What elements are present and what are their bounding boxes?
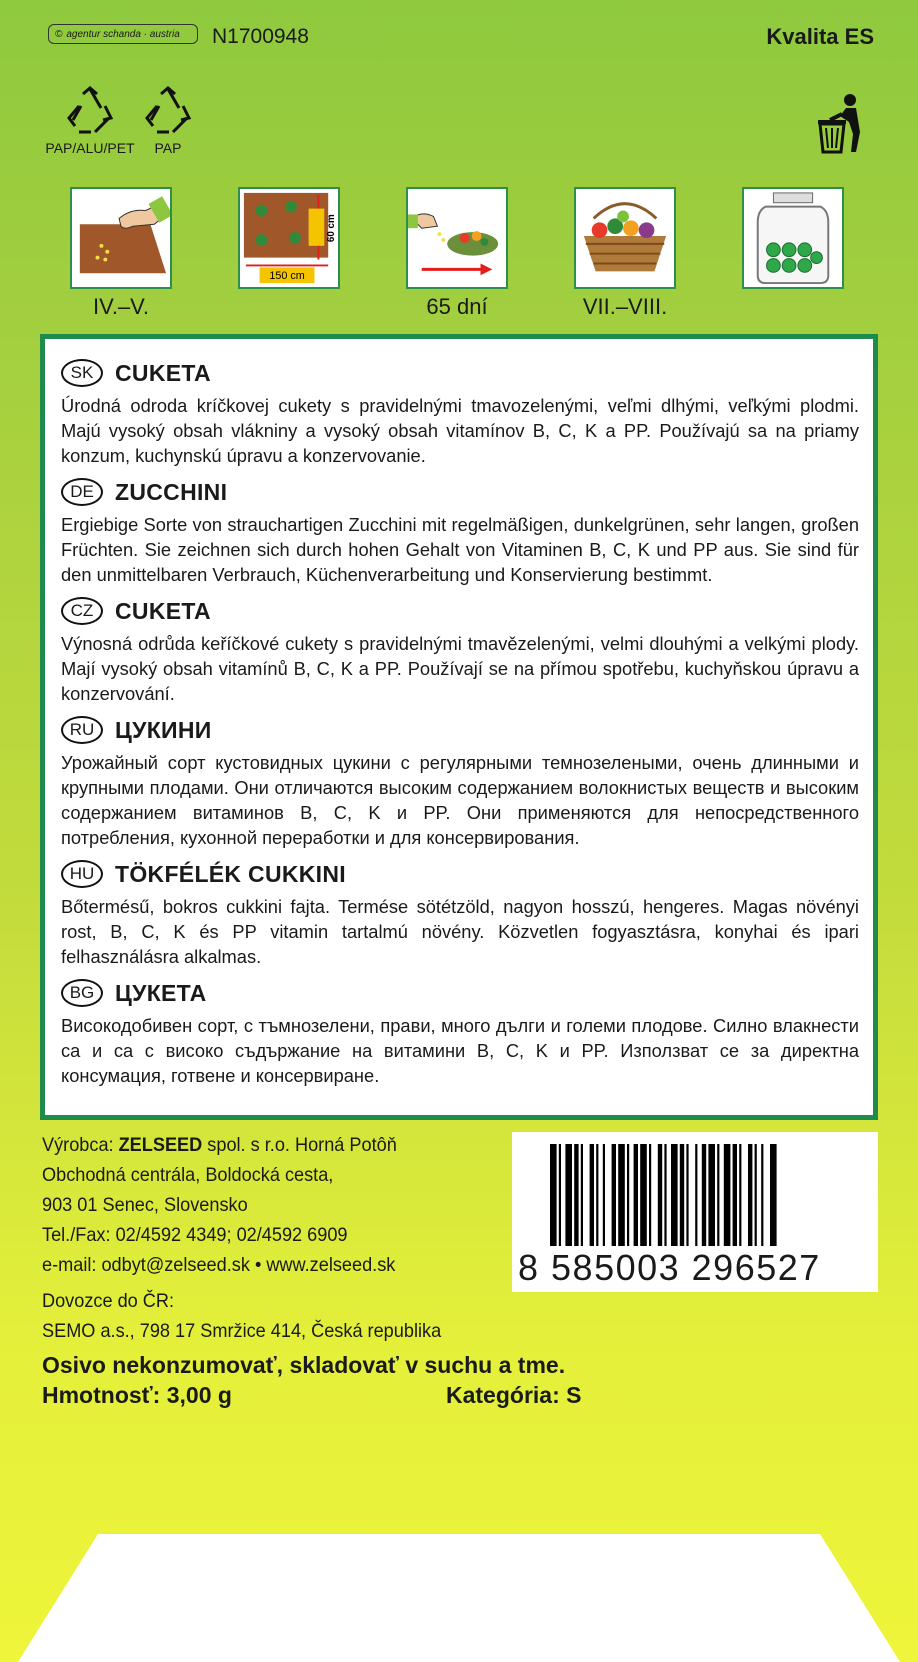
description-box xyxy=(40,334,878,1120)
lang-title-sk: CUKETA xyxy=(115,359,211,386)
product-code: N1700948 xyxy=(212,25,309,48)
barcode-bar xyxy=(748,1144,752,1246)
weight-label: Hmotnosť: 3,00 g xyxy=(42,1382,232,1408)
lang-block-bg xyxy=(61,979,859,1088)
barcode-bar xyxy=(627,1144,629,1246)
barcode-bar xyxy=(612,1144,616,1246)
quality-label: Kvalita ES xyxy=(766,24,874,49)
barcode-bar xyxy=(649,1144,651,1246)
barcode-bar xyxy=(590,1144,594,1246)
vegetable-basket-icon xyxy=(576,189,674,287)
barcode-bar xyxy=(671,1144,678,1246)
barcode-bar xyxy=(761,1144,763,1246)
barcode-number: 8 585003 296527 xyxy=(518,1247,821,1288)
barcode-bar xyxy=(717,1144,719,1246)
lang-title-cz: CUKETA xyxy=(115,597,211,624)
producer-contact-phone: Tel./Fax: 02/4592 4349; 02/4592 6909 xyxy=(42,1224,348,1246)
lang-badge-ru: RU xyxy=(61,716,103,744)
storage-note: Osivo nekonzumovať, skladovať v suchu a tme. xyxy=(42,1352,566,1378)
recycle-symbol-2 xyxy=(136,86,200,156)
barcode-bar xyxy=(559,1144,561,1246)
barcode-bar xyxy=(733,1144,737,1246)
agency-logo xyxy=(48,24,198,44)
lang-badge-de: DE xyxy=(61,478,103,506)
sowing-hand-icon xyxy=(72,189,170,287)
producer-company: spol. s r.o. Horná Potôň xyxy=(202,1134,397,1156)
barcode-bar xyxy=(658,1144,662,1246)
recycle-label-1: PAP/ALU/PET xyxy=(45,140,135,156)
barcode-bar xyxy=(702,1144,706,1246)
lang-badge-bg: BG xyxy=(61,979,103,1007)
pictogram-sowing xyxy=(70,187,172,289)
recycle-symbol-1 xyxy=(44,86,136,156)
barcode-bar xyxy=(770,1144,777,1246)
lang-title-hu: TÖKFÉLÉK CUKKINI xyxy=(115,860,346,887)
lang-badge-hu: HU xyxy=(61,860,103,888)
lang-title-de: ZUCCHINI xyxy=(115,478,228,505)
pictogram-harvest xyxy=(574,187,676,289)
lang-text-sk: Úrodná odroda kríčkovej cukety s pravidelnými tmavozelenými, veľmi dlhými, veľkými plodmi. Majú vysoký obsah vlákniny a vysoký obsah vitamínov B, C, K a PP. Používajú sa na priamy konzum, kuchynskú úpravu a konzervovanie. xyxy=(61,395,859,466)
lang-block-de xyxy=(61,478,859,587)
lang-badge-sk: SK xyxy=(61,359,103,387)
barcode-bar xyxy=(603,1144,605,1246)
producer-info xyxy=(42,1130,441,1346)
pictogram-spacing xyxy=(238,187,340,289)
lang-text-de: Ergiebige Sorte von strauchartigen Zucchini mit regelmäßigen, dunkelgrünen, sehr langen, großen Früchten. Sie zeichnen sich durch hohen Gehalt von Vitaminen B, C, K und PP aus. Sie sind für den unmittelbaren Verbrauch, Küchenverarbeitung und Konservierung bestimmt. xyxy=(61,514,859,585)
barcode-bar xyxy=(640,1144,647,1246)
barcode-bar xyxy=(574,1144,578,1246)
pictogram-harvest-time xyxy=(406,187,508,289)
recycle-icon xyxy=(61,86,119,138)
importer-address: SEMO a.s., 798 17 Smržice 414, Česká republika xyxy=(42,1320,442,1342)
lang-text-hu: Bőtermésű, bokros cukkini fajta. Termése sötétzöld, nagyon hosszú, hengeres. Magas növényi rost, B, C, K és PP vitamin tartalmú növény. Közvetlen fogyasztásra, konyhai és ipari felhasználásra alkalmas. xyxy=(61,896,859,967)
harvest-period-label: VII.–VIII. xyxy=(582,294,668,319)
spacing-horizontal-label: 150 cm xyxy=(269,270,305,283)
producer-line-1 xyxy=(42,1130,441,1160)
sowing-period-label: IV.–V. xyxy=(93,294,149,319)
barcode-bar xyxy=(565,1144,572,1246)
barcode-bar xyxy=(664,1144,666,1246)
lang-title-ru: ЦУКИНИ xyxy=(115,716,212,743)
barcode xyxy=(512,1132,878,1292)
barcode-bar xyxy=(755,1144,757,1246)
envelope-flap xyxy=(0,1534,918,1662)
lang-block-sk xyxy=(61,359,859,468)
preserving-jar-icon xyxy=(744,189,842,287)
producer-prefix: Výrobca: xyxy=(42,1134,119,1156)
barcode-bar xyxy=(739,1144,741,1246)
lang-text-bg: Високодобивен сорт, с тъмнозелени, прави, много дълги и големи плодове. Силно влакнести са и са с високо съдържание на витамини B, C, K и PP. Използват се за директна консумация, готвене и консервиране. xyxy=(61,1015,859,1086)
importer-heading: Dovozce do ČR: xyxy=(42,1290,175,1312)
agency-logo-text: agentur schanda · austria xyxy=(66,28,180,40)
planting-spacing-icon xyxy=(240,189,338,287)
harvest-days-label: 65 dní xyxy=(426,294,488,319)
recycle-icon xyxy=(139,86,197,138)
recycle-label-2: PAP xyxy=(154,140,182,156)
barcode-bar xyxy=(680,1144,684,1246)
barcode-bar xyxy=(695,1144,697,1246)
lang-badge-cz: CZ xyxy=(61,597,103,625)
copyright-icon: © xyxy=(55,28,63,40)
lang-title-bg: ЦУКЕТА xyxy=(115,979,207,1006)
producer-line-2: Obchodná centrála, Boldocká cesta, xyxy=(42,1164,334,1186)
lang-block-hu xyxy=(61,860,859,969)
barcode-bar xyxy=(581,1144,583,1246)
spacing-vertical-label: 60 cm xyxy=(326,214,338,243)
lang-text-ru: Урожайный сорт кустовидных цукини с регулярными темнозелеными, очень длинными и крупными плодами. Они отличаются высоким содержанием волокнистых веществ и высоким содержанием витаминов B, C, K и PP. Они применяются для непосредственного потребления, кухонной переработки и для консервирования. xyxy=(61,752,859,848)
producer-line-3: 903 01 Senec, Slovensko xyxy=(42,1194,248,1216)
lang-block-ru xyxy=(61,716,859,850)
harvest-time-icon xyxy=(408,189,506,287)
category-label: Kategória: S xyxy=(446,1382,582,1408)
producer-contact-web: e-mail: odbyt@zelseed.sk • www.zelseed.sk xyxy=(42,1254,396,1276)
producer-brand: ZELSEED xyxy=(118,1134,203,1156)
barcode-bar xyxy=(550,1144,557,1246)
barcode-bar xyxy=(686,1144,688,1246)
pictogram-preserving xyxy=(742,187,844,289)
barcode-bar xyxy=(708,1144,715,1246)
barcode-bars xyxy=(512,1132,878,1252)
lang-text-cz: Výnosná odrůda keříčkové cukety s pravidelnými tmavězelenými, velmi dlouhými a velkými plody. Mají vysoký obsah vitamínů B, C, K a PP. Používají se na přímou spotřebu, kuchyňskou úpravu a konzervování. xyxy=(61,633,859,704)
barcode-bar xyxy=(724,1144,731,1246)
barcode-bar xyxy=(596,1144,598,1246)
trash-bin-icon xyxy=(816,92,866,156)
barcode-bar xyxy=(634,1144,638,1246)
lang-block-cz xyxy=(61,597,859,706)
barcode-bar xyxy=(618,1144,625,1246)
